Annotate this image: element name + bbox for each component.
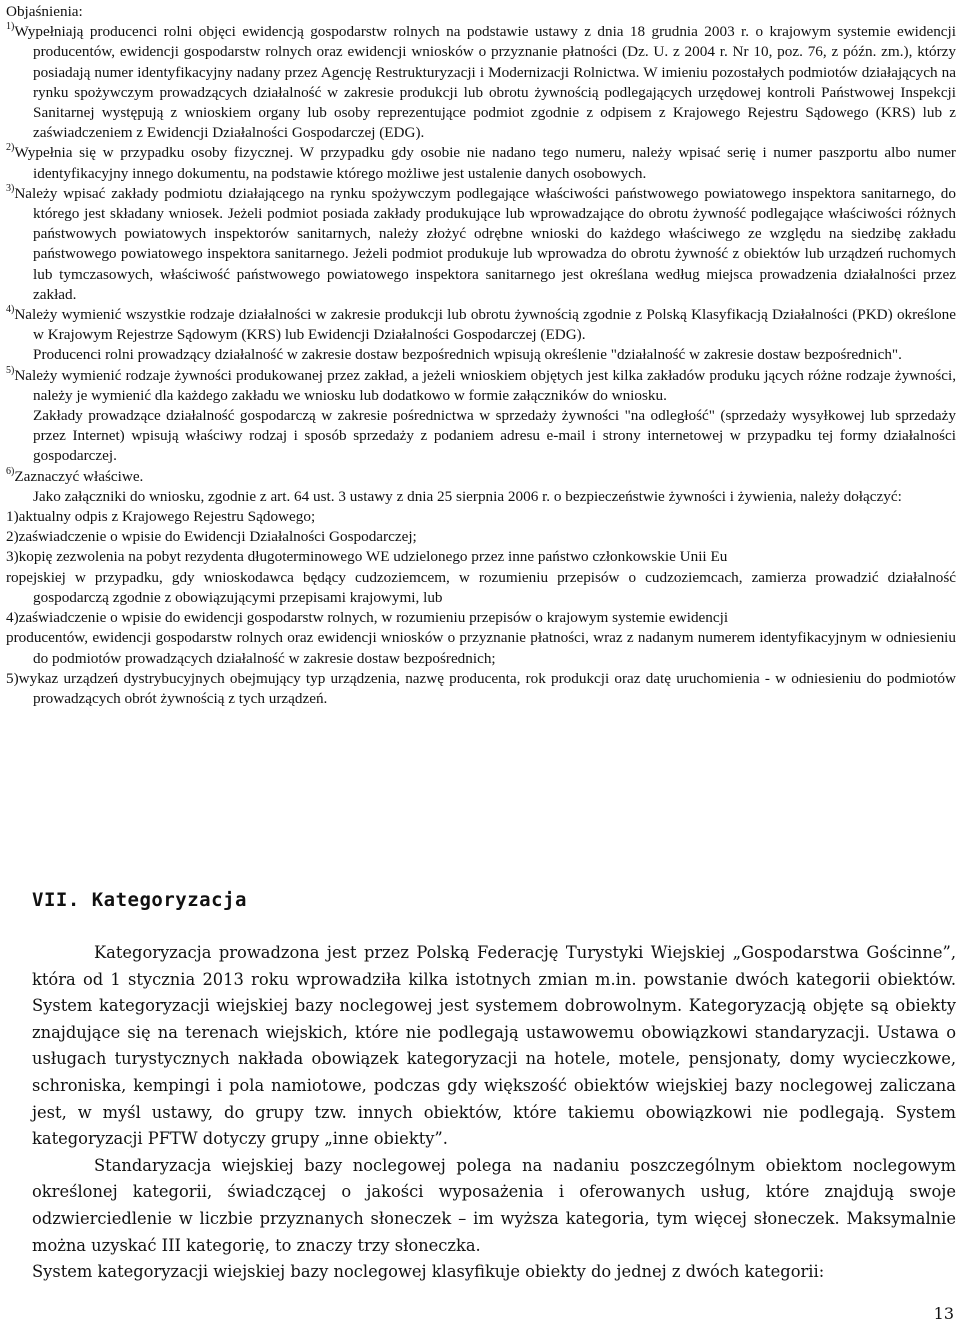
attachment-item-5: 5)wykaz urządzeń dystrybucyjnych obejmujący typ urządzenia, nazwę producenta, rok produkcji oraz datę uruchomienia - w odniesieniu do podmiotów prowadzących obrót żywnością z tych urządzeń. <box>6 669 956 707</box>
footnote-5 <box>6 366 956 406</box>
attachment-item-4: 4)zaświadczenie o wpisie do ewidencji gospodarstw rolnych, w rozumieniu przepisów o krajowym systemie ewidencji <box>6 609 729 627</box>
footnote-mark: 5) <box>6 364 15 376</box>
paragraph-3: System kategoryzacji wiejskiej bazy noclegowej klasyfikuje obiekty do jednej z dwóch kategorii: <box>32 1262 825 1282</box>
footnote-5-continuation: Zakłady prowadzące działalność gospodarczą w zakresie pośrednictwa w sprzedaży żywności "na odległość" (sprzedaży wysyłkowej lub sprzedaży przez Internet) wpisują właściwy rodzaj i sposób sprzedaży z podaniem adresu e-mail i strony internetowej w przypadku tej formy działalności gospodarczej. <box>33 407 956 465</box>
footnote-text: Wypełniają producenci rolni objęci ewidencją gospodarstw rolnych na podstawie ustawy z dnia 18 grudnia 2003 r. o krajowym systemie ewidencji producentów, ewidencji gospodarstw rolnych oraz ewidencji wniosków o przyznanie płatności (Dz. U. z 2004 r. Nr 10, poz. 76, z późn. zm.), którzy posiadają numer identyfikacyjny nadany przez Agencję Restrukturyzacji i Modernizacji Rolnictwa. W imieniu pozostałych podmiotów działających na rynku spożywczym prowadzących działalność w zakresie produkcji lub obrotu żywnością podlegających urzędowej kontroli Państwowej Inspekcji Sanitarnej występują z wnioskiem organy lub osoby reprezentujące podmiot zgodnie z odpisem z Krajowego Rejestru Sądowego (KRS) lub z zaświadczeniem z Ewidencji Działalności Gospodarczej (EDG). <box>14 23 956 142</box>
footnote-4-continuation: Producenci rolni prowadzący działalność w zakresie dostaw bezpośrednich wpisują określenie "działalność w zakresie dostaw bezpośrednich". <box>33 346 902 364</box>
paragraph-1: Kategoryzacja prowadzona jest przez Polską Federację Turystyki Wiejskiej „Gospodarstwa Gościnne”, która od 1 stycznia 2013 roku wprowadziła kilka istotnych zmian m.in. powstanie dwóch kategorii obiektów. System kategoryzacji wiejskiej bazy noclegowej jest systemem dobrowolnym. Kategoryzacją objęte są obiekty znajdujące się na terenach wiejskich, które nie podlegają ustawowemu obowiązkowi standaryzacji. Ustawa o usługach turystycznych nakłada obowiązek kategoryzacji na hotele, motele, pensjonaty, domy wycieczkowe, schroniska, kempingi i pola namiotowe, podczas gdy większość obiektów wiejskiej bazy noclegowej zaliczana jest, w myśl ustawy, do grupy tzw. innych obiektów, które takiemu obowiązkowi nie podlegają. System kategoryzacji PFTW dotyczy grupy „inne obiekty”. <box>32 943 956 1149</box>
attachments-intro: Jako załączniki do wniosku, zgodnie z art. 64 ust. 3 ustawy z dnia 25 sierpnia 2006 r. o bezpieczeństwie żywności i żywienia, należy dołączyć: <box>33 487 902 505</box>
page-number: 13 <box>933 1304 954 1323</box>
footnote-text: Wypełnia się w przypadku osoby fizycznej. W przypadku gdy osobie nie nadano tego numeru, należy wpisać serię i numer paszportu albo numer identyfikacyjny innego dokumentu, na podstawie którego możliwe jest ustalenie danych osobowych. <box>14 144 956 182</box>
footnote-text: Należy wymienić rodzaje żywności produkowanej przez zakład, a jeżeli wnioskiem objętych jest kilka zakładów produku jących różne rodzaje żywności, należy je wymienić dla każdego zakładu we wniosku lub dodatkowo w formie załączników do wniosku. <box>14 366 956 404</box>
attachment-item-4-continuation: producentów, ewidencji gospodarstw rolnych oraz ewidencji wniosków o przyznanie płatności, wraz z nadanym numerem identyfikacyjnym w odniesieniu do podmiotów prowadzących działalność w zakresie dostaw bezpośrednich; <box>6 629 956 667</box>
footnote-mark: 6) <box>6 465 15 477</box>
attachment-item-2: 2)zaświadczenie o wpisie do Ewidencji Działalności Gospodarczej; <box>6 528 417 546</box>
footnote-1 <box>6 22 956 143</box>
footnote-text: Należy wpisać zakłady podmiotu działającego na rynku spożywczym podlegające właściwości państwowego powiatowego inspektora sanitarnego, do którego jest składany wniosek. Jeżeli podmiot posiada zakłady produkujące lub wprowadzające do obrotu żywność podlegające właściwości różnych państwowych powiatowych inspektorów sanitarnych, należy złożyć odrębne wnioski do każdego właściwego ze względu na siedzibę zakładu państwowego powiatowego inspektora sanitarnego. Jeżeli podmiot produkuje lub wprowadza do obrotu żywność z obiektów lub urządzeń ruchomych lub tymczasowych, właściwość państwowego powiatowego inspektora sanitarnego jest określana według miejsca prowadzenia działalności przez zakład. <box>14 184 956 303</box>
footnote-mark: 2) <box>6 142 15 154</box>
section-title: VII. Kategoryzacja <box>32 889 247 911</box>
paragraph-2: Standaryzacja wiejskiej bazy noclegowej polega na nadaniu poszczególnym obiektom noclegowym określonej kategorii, świadczącej o jakości wyposażenia i oferowanych usług, które znajdują swoje odzwierciedlenie w liczbie przyznanych słoneczek – im wyższa kategoria, tym więcej słoneczek. Maksymalnie można uzyskać III kategorię, to znaczy trzy słoneczka. <box>32 1155 956 1255</box>
section-body <box>32 940 956 1286</box>
explanations-block <box>6 2 956 709</box>
footnote-mark: 1) <box>6 21 15 33</box>
footnote-6 <box>6 467 956 487</box>
attachment-item-3: 3)kopię zezwolenia na pobyt rezydenta długoterminowego WE udzielonego przez inne państwo członkowskie Unii Eu <box>6 548 728 566</box>
footnote-mark: 4) <box>6 304 15 316</box>
footnote-3 <box>6 184 956 305</box>
explanations-heading: Objaśnienia: <box>6 3 83 20</box>
attachment-item-3-continuation: ropejskiej w przypadku, gdy wnioskodawca będący cudzoziemcem, w rozumieniu przepisów o cudzoziemcach, zamierza prowadzić działalność gospodarczą zgodnie z obowiązującymi przepisami krajowymi, lub <box>6 568 956 606</box>
footnote-2 <box>6 143 956 183</box>
footnote-text: Należy wymienić wszystkie rodzaje działalności w zakresie produkcji lub obrotu żywnością zgodnie z Polską Klasyfikacją Działalności (PKD) określone w Krajowym Rejestrze Sądowym (KRS) lub Ewidencji Działalności Gospodarczej (EDG). <box>14 306 956 344</box>
footnote-text: Zaznaczyć właściwe. <box>14 467 144 485</box>
footnote-mark: 3) <box>6 182 15 194</box>
footnote-4 <box>6 305 956 345</box>
attachment-item-1: 1)aktualny odpis z Krajowego Rejestru Sądowego; <box>6 508 316 526</box>
